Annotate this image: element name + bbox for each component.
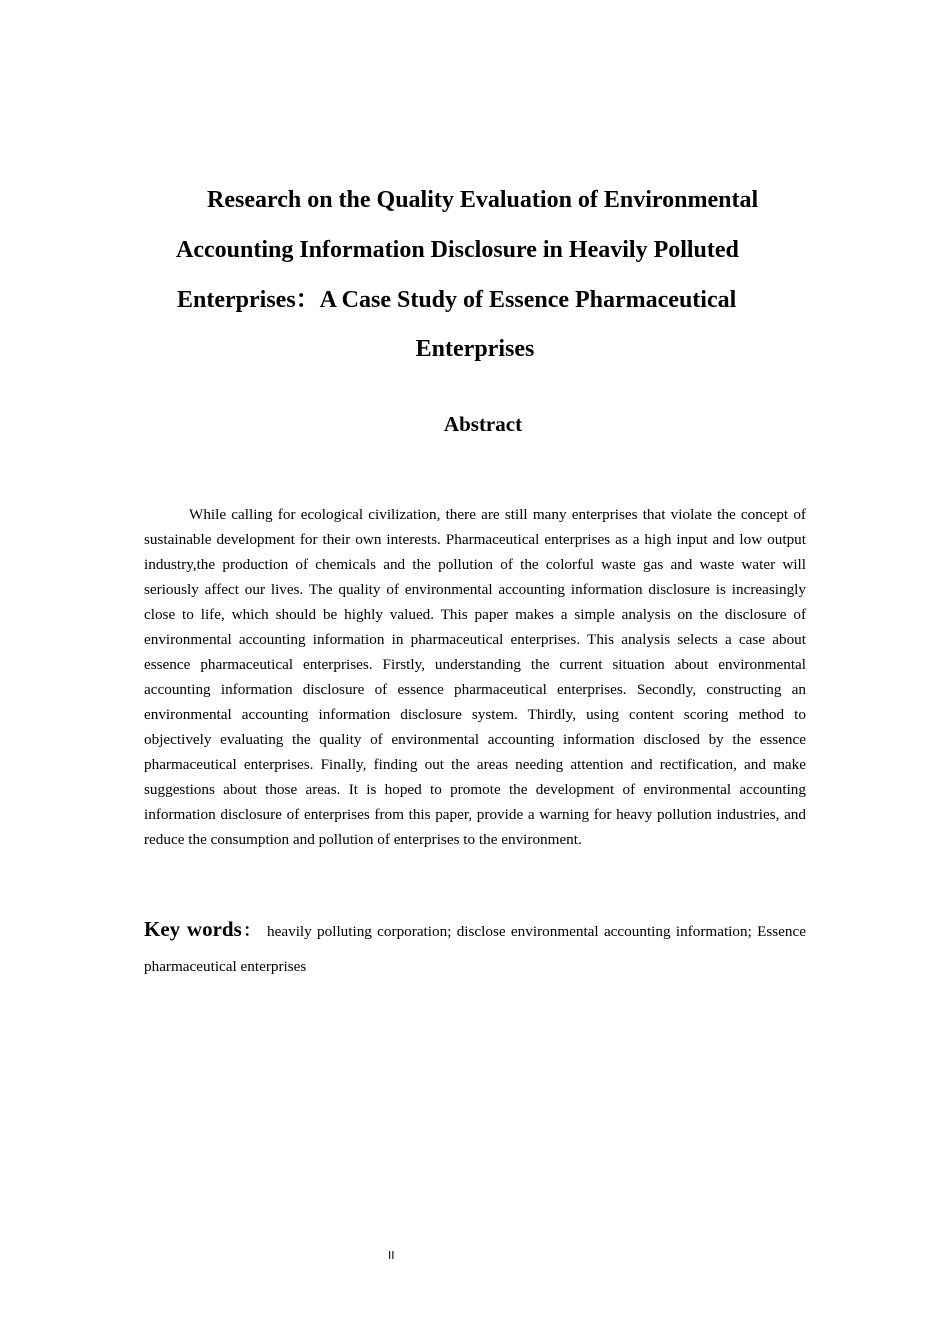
paper-title-line-2: Accounting Information Disclosure in Heavily Polluted xyxy=(176,237,739,263)
paper-title-line-3: Enterprises：A Case Study of Essence Pharmaceutical xyxy=(177,287,737,313)
page-number: II xyxy=(388,1249,395,1262)
paper-title-line-1: Research on the Quality Evaluation of Environmental xyxy=(207,187,759,213)
keywords-colon: ： xyxy=(241,921,262,940)
keywords-paragraph xyxy=(144,912,806,984)
keywords-label: Key words xyxy=(144,917,242,941)
abstract-heading: Abstract xyxy=(443,412,523,436)
paper-title-line-4: Enterprises xyxy=(415,336,535,362)
keywords-text: heavily polluting corporation; disclose environmental accounting information; Essence pharmaceutical enterprises xyxy=(144,923,806,975)
abstract-body: While calling for ecological civilization, there are still many enterprises that violate the concept of sustainable development for their own interests. Pharmaceutical enterprises as a high input and low output industry,the production of chemicals and the pollution of the colorful waste gas and waste water will seriously affect our lives. The quality of environmental accounting information disclosure is increasingly close to life, which should be highly valued. This paper makes a simple analysis on the disclosure of environmental accounting information in pharmaceutical enterprises. This analysis selects a case about essence pharmaceutical enterprises. Firstly, understanding the current situation about environmental accounting information disclosure of essence pharmaceutical enterprises. Secondly, constructing an environmental accounting information disclosure system. Thirdly, using content scoring method to objectively evaluating the quality of environmental accounting information disclosed by the essence pharmaceutical enterprises. Finally, finding out the areas needing attention and rectification, and make suggestions about those areas. It is hoped to promote the development of environmental accounting information disclosure of enterprises from this paper, provide a warning for heavy pollution industries, and reduce the consumption and pollution of enterprises to the environment. xyxy=(144,506,806,848)
